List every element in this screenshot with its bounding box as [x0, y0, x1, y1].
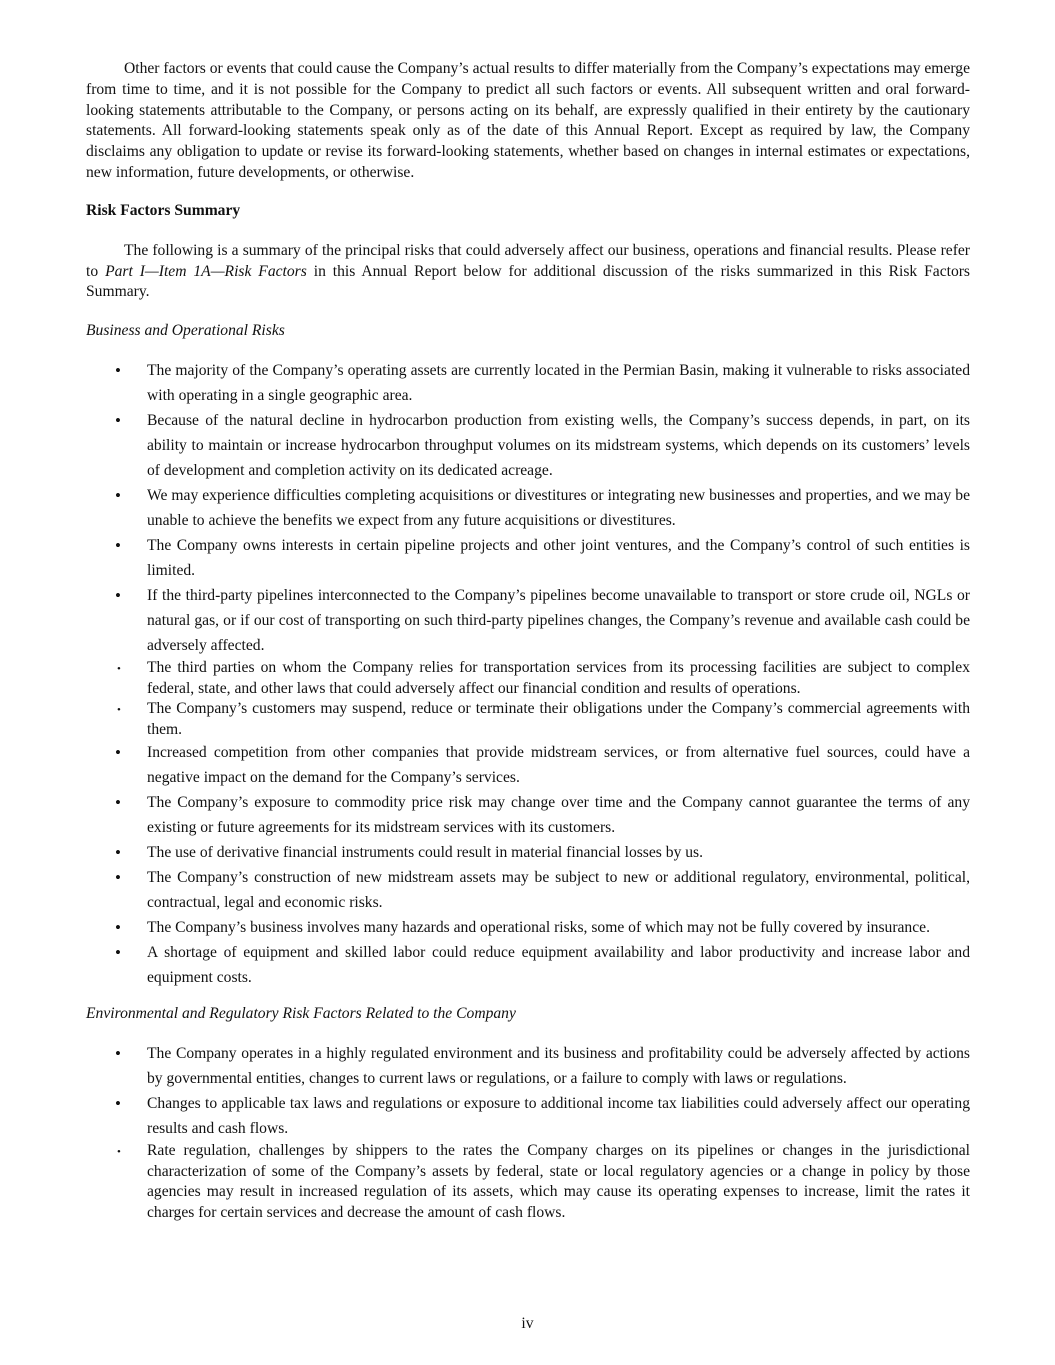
list-item: • The Company operates in a highly regulated environment and its business and profitability could be adversely affected by actions by governmental entities, changes to current laws or regulations, or a failure to comply with laws or regulations.	[86, 1041, 970, 1091]
bullet-icon: •	[115, 361, 121, 381]
list-item: • The majority of the Company’s operating assets are currently located in the Permian Basin, making it vulnerable to risks associated with operating in a single geographic area.	[86, 358, 970, 408]
list-item: • We may experience difficulties completing acquisitions or divestitures or integrating new businesses and properties, and we may be unable to achieve the benefits we expect from any future acquisitions or divestitures.	[86, 483, 970, 533]
list-item: • The Company’s business involves many hazards and operational risks, some of which may not be fully covered by insurance.	[86, 915, 970, 940]
bullet-icon: •	[115, 743, 121, 763]
list-item: • The Company’s exposure to commodity price risk may change over time and the Company cannot guarantee the terms of any existing or future agreements for its midstream services with its customers.	[86, 790, 970, 840]
bullet-icon: •	[115, 918, 121, 938]
intro-paragraph: Other factors or events that could cause the Company’s actual results to differ materially from the Company’s expectations may emerge from time to time, and it is not possible for the Company to predict all such factors or events. All subsequent written and oral forward-looking statements attributable to the Company, or persons acting on its behalf, are expressly qualified in their entirety by the cautionary statements. All forward-looking statements speak only as of the date of this Annual Report. Except as required by law, the Company disclaims any obligation to update or revise its forward-looking statements, whether based on changes in internal estimates or expectations, new information, future developments, or otherwise.	[86, 60, 970, 181]
list-item: • The Company’s customers may suspend, reduce or terminate their obligations under the Company’s commercial agreements with them.	[117, 700, 970, 738]
bullet-icon: •	[115, 486, 121, 506]
list-item: • The use of derivative financial instruments could result in material financial losses by us.	[86, 840, 970, 865]
risk-factors-summary-heading: Risk Factors Summary	[86, 201, 241, 219]
bullet-icon: •	[115, 1044, 121, 1064]
page-number: iv	[521, 1315, 534, 1332]
bullet-icon: •	[115, 843, 121, 863]
list-item: • The third parties on whom the Company relies for transportation services from its processing facilities are subject to complex federal, state, and other laws that could adversely affect our financial condition and results of operations.	[117, 659, 970, 697]
bullet-icon: •	[115, 536, 121, 556]
list-item: • The Company owns interests in certain pipeline projects and other joint ventures, and the Company’s control of such entities is limited.	[86, 533, 970, 583]
document-page	[86, 59, 970, 1223]
business-risks-list	[86, 358, 970, 990]
bullet-icon: •	[115, 868, 121, 888]
list-item: • Rate regulation, challenges by shippers to the rates the Company charges on its pipelines or changes in the jurisdictional characterization of some of the Company’s assets by federal, state or local regulatory agencies or a change in policy by those agencies may result in increased regulation of its assets, which may cause its operating expenses to increase, limit the rates it charges for certain services and decrease the amount of cash flows.	[117, 1142, 970, 1221]
list-item: • Because of the natural decline in hydrocarbon production from existing wells, the Company’s success depends, in part, on its ability to maintain or increase hydrocarbon throughput volumes on its midstream systems, which depends on its customers’ levels of development and completion activity on its dedicated acreage.	[86, 408, 970, 483]
list-item: • If the third-party pipelines interconnected to the Company’s pipelines become unavailable to transport or store crude oil, NGLs or natural gas, or if our cost of transporting on such third-party pipelines changes, the Company’s revenue and available cash could be adversely affected.	[86, 583, 970, 658]
list-item: • A shortage of equipment and skilled labor could reduce equipment availability and labor productivity and increase labor and equipment costs.	[86, 940, 970, 990]
summary-lead-paragraph	[86, 241, 970, 303]
bullet-icon: •	[115, 793, 121, 813]
bullet-icon: •	[115, 411, 121, 431]
summary-lead-tail: in this Annual Report below for additional discussion of the risks summarized in this Risk Factors Summary.	[86, 262, 971, 301]
bullet-icon: •	[117, 704, 121, 717]
bullet-icon: •	[115, 943, 121, 963]
environmental-risks-subheading: Environmental and Regulatory Risk Factors Related to the Company	[86, 1005, 516, 1023]
summary-lead-text: The following is a summary of the principal risks that could adversely affect our business, operations and financial results. Please refer to	[86, 241, 970, 280]
bullet-icon: •	[115, 586, 121, 606]
list-item: • Increased competition from other companies that provide midstream services, or from alternative fuel sources, could have a negative impact on the demand for the Company’s services.	[86, 740, 970, 790]
list-item: • Changes to applicable tax laws and regulations or exposure to additional income tax liabilities could adversely affect our operating results and cash flows.	[86, 1091, 970, 1141]
business-risks-subheading: Business and Operational Risks	[86, 322, 285, 340]
bullet-icon: •	[117, 663, 121, 676]
summary-lead-reference: Part I—Item 1A—Risk Factors	[105, 262, 307, 280]
bullet-icon: •	[115, 1094, 121, 1114]
list-item: • The Company’s construction of new midstream assets may be subject to new or additional regulatory, environmental, political, contractual, legal and economic risks.	[86, 865, 970, 915]
environmental-risks-list	[86, 1041, 970, 1223]
bullet-icon: •	[117, 1146, 121, 1159]
